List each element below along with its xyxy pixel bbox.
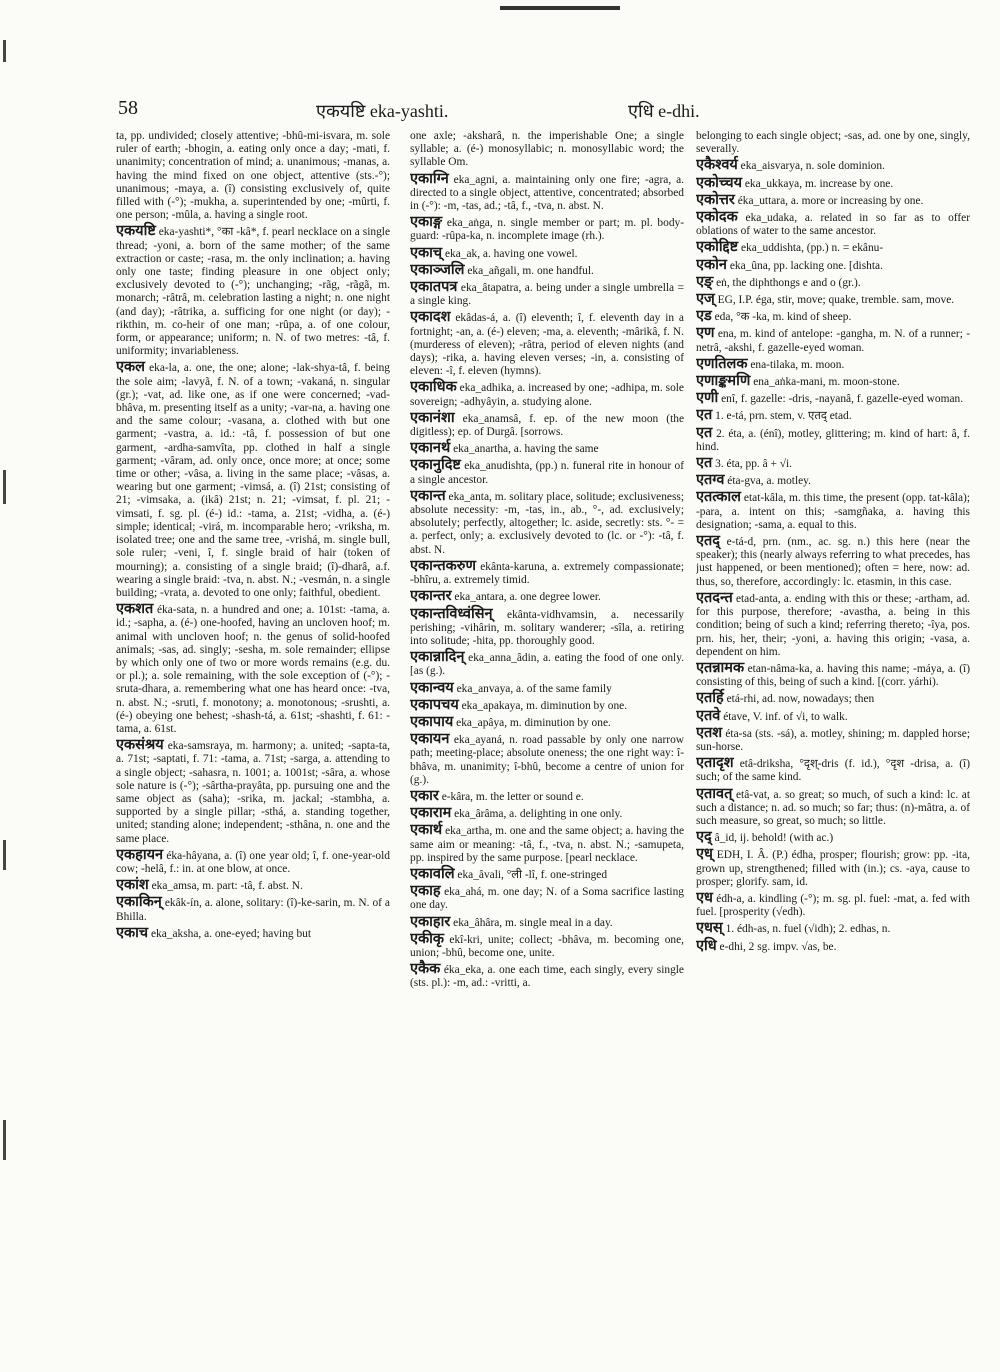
dictionary-entry — [696, 848, 970, 889]
entry-headword: एकादश — [410, 309, 451, 326]
dictionary-entry — [410, 865, 684, 882]
dictionary-entry — [410, 442, 684, 456]
entry-text: eka_aksha, a. one-eyed; having but — [148, 927, 312, 940]
dictionary-entry — [696, 659, 970, 689]
dictionary-entry — [410, 261, 684, 278]
dictionary-entry — [410, 605, 684, 649]
dictionary-entry — [696, 327, 970, 354]
entry-text: eka_udaka, a. related in so far as to offer oblations of water to the same ancestor. — [696, 212, 970, 238]
entry-text: eka_uddishta, (pp.) n. = ekânu- — [738, 242, 884, 255]
entry-headword: एकाच् — [410, 244, 443, 261]
dictionary-entry — [410, 487, 684, 557]
entry-text: ena, m. kind of antelope: -gangha, m. N. of a runner; -netrâ, -akshi, f. gazelle-eyed woman. — [696, 328, 970, 354]
entry-text: etad-anta, a. ending with this or these; -artham, ad. for this purpose, therefore; -avastha, a. being in this condition; being of such a kind; referring thereto; -îya, pos. prn. his, her, their; -yoni, a. having this origin; -vasa, a. dependent on him. — [696, 592, 970, 658]
entry-headword: एकान्तविध्वंसिन् — [410, 605, 493, 622]
entry-headword: एध् — [696, 846, 713, 863]
entry-text: e-dhi, 2 sg. impv. √as, be. — [716, 940, 837, 953]
dictionary-entry — [116, 225, 390, 358]
dictionary-entry — [696, 589, 970, 659]
entry-text: e-kâra, m. the letter or sound e. — [438, 790, 584, 803]
entry-text: éka_eka, a. one each time, each singly, every single (sts. pl.): -m, ad.: -vritti, a. — [410, 964, 684, 990]
entry-headword: एत — [696, 424, 713, 441]
dictionary-entry — [696, 424, 970, 454]
entry-headword: एत — [696, 455, 713, 472]
entry-text: EG, I.P. éga, stir, move; quake, tremble. sam, move. — [714, 294, 955, 307]
binding-marks — [0, 0, 14, 1372]
entry-text: eka_âvali, °ली -lî, f. one-stringed — [454, 868, 608, 881]
entry-headword: एकान्नादिन् — [410, 649, 465, 666]
dictionary-entry — [696, 457, 970, 471]
entry-text: ekânta-karuna, a. extremely compassionate; -bhîru, a. extremely timid. — [410, 560, 684, 587]
dictionary-entry — [696, 707, 970, 724]
dictionary-entry — [696, 375, 970, 389]
entry-headword: एकातपत्र — [410, 279, 458, 296]
entry-text: ekâdas-á, a. (î) eleventh; î, f. eleventh day in a fortnight; -an, a. (é-) eleven; -ma, a. eleventh; -mârikâ, f. N. (murderess of eleven); -râtra, period of eleven nights (and days); -rika, a. having eleven verses; -in, a. consisting of eleven: -î, f. eleven (hymns). — [410, 312, 684, 378]
entry-headword: एकाहार — [410, 913, 451, 930]
entry-text: éka-hâyana, a. (î) one year old; î, f. one-year-old cow; -helâ, f.: in. at one blow, at once. — [116, 849, 390, 875]
entry-headword: एतर्हि — [696, 690, 724, 707]
entry-text: ena-tilaka, m. moon. — [747, 358, 845, 371]
dictionary-entry — [410, 885, 684, 912]
entry-headword: एतत्काल — [696, 489, 741, 506]
entry-text: eka_ûna, pp. lacking one. [dishta. — [726, 259, 883, 272]
entry-text: â_id, ij. behold! (with ac.) — [711, 832, 834, 845]
dictionary-entry — [696, 491, 970, 532]
dictionary-entry — [696, 535, 970, 589]
dictionary-entry — [696, 692, 970, 706]
entry-headword: एकायन — [410, 731, 450, 748]
dictionary-entry — [410, 651, 684, 678]
entry-text: éta-gva, a. motley. — [724, 475, 811, 488]
entry-text: etâ-driksha, °दृश्-dris (f. id.), °दृश -drisa, a. (î) such; of the same kind. — [696, 758, 970, 784]
entry-headword: एकोन — [696, 256, 727, 273]
entry-headword: एधि — [696, 937, 717, 954]
entry-headword: एतादृश — [696, 755, 734, 772]
entry-headword: एकल — [116, 359, 145, 376]
column-3 — [696, 130, 970, 1350]
entry-headword: एकसंश्रय — [116, 737, 164, 754]
entry-headword: एकाग्नि — [410, 170, 449, 187]
entry-headword: एतन्नामक — [696, 659, 745, 676]
dictionary-entry — [696, 293, 970, 307]
dictionary-entry — [696, 831, 970, 845]
entry-headword: एकानर्थ — [410, 440, 451, 457]
entry-text: eṅ, the diphthongs e and o (gr.). — [713, 276, 861, 289]
column-1 — [116, 130, 390, 1350]
entry-headword: एकाधिक — [410, 379, 457, 396]
dictionary-entry — [696, 191, 970, 208]
dictionary-entry — [696, 241, 970, 255]
entry-text: etan-nâma-ka, a. having this name; -máya, a. (î) consisting of this, being of such a kind. [(corr. yárhi). — [696, 662, 970, 689]
dictionary-entry — [410, 824, 684, 865]
entry-headword: एकाच — [116, 924, 149, 941]
entry-headword: एकोच्चय — [696, 174, 742, 191]
entry-headword: एकापाय — [410, 713, 454, 730]
entry-headword: एणाङ्कमणि — [696, 373, 751, 390]
entry-text: eka_âtapatra, a. being under a single umbrella = a single king. — [410, 282, 684, 308]
dictionary-entry — [410, 713, 684, 730]
dictionary-entry — [116, 603, 390, 736]
entry-text: eka_añgali, m. one handful. — [464, 264, 594, 277]
entry-text: EDH, I. Â. (P.) édha, prosper; flourish; grow: pp. -ita, grown up, strengthened; filled with (in.); cs. -aya, cause to prosper; glorify. sam, id. — [696, 849, 970, 888]
dictionary-entry — [410, 170, 684, 214]
dictionary-entry — [696, 889, 970, 919]
dictionary-entry — [410, 311, 684, 378]
entry-headword: एण — [696, 325, 715, 342]
entry-text: eka_ukkaya, m. increase by one. — [742, 177, 894, 190]
entry-text: eka_ak, a. having one vowel. — [442, 247, 578, 260]
entry-headword: एज् — [696, 291, 715, 308]
entry-text: enî, f. gazelle: -dris, -nayanâ, f. gazelle-eyed woman. — [718, 393, 964, 406]
dictionary-entry — [116, 924, 390, 941]
entry-headword: एकान्तर — [410, 588, 452, 605]
entry-headword: एकांश — [116, 877, 149, 894]
entry-headword: एकार — [410, 787, 439, 804]
entry-text: 1. édh-as, n. fuel (√idh); 2. edhas, n. — [722, 923, 891, 936]
entry-text: étave, V. inf. of √i, to walk. — [720, 710, 848, 723]
entry-text: eka_apâya, m. diminution by one. — [453, 716, 611, 729]
entry-headword: एकोद्दिष्ट — [696, 239, 739, 256]
dictionary-entry — [410, 409, 684, 439]
entry-headword: एणतिलक — [696, 355, 748, 372]
entry-text: eka_anartha, a. having the same — [450, 443, 599, 456]
entry-text: etâ-vat, a. so great; so much, of such a kind: lc. at such a distance; n. ad. so much; so far; thus: (n)-mâtra, a. of such measure, so great, so much; so little. — [696, 788, 970, 827]
entry-text: etat-kâla, m. this time, the present (opp. tat-kâla); -para, a. intent on this; -samgñaka, a. having this designation; -sama, a. equal to this. — [696, 492, 970, 531]
entry-text: eka-yashti*, °का -kâ*, f. pearl necklace on a single thread; -yoni, a. born of the same mother; of the same extraction or caste; -rasa, m. the only inclination; a. having only one taste; finding pleasure in one object only; exclusively devoted to (-°); unchanging; -rãg, -rãgã, m. monarch; -râtrâ, m. celebration lasting a night; n. one night (and day); -râtrika, a. sufficing for one night (or day); -rikthin, m. co-heir of one man; -rûpa, a. of one colour, form, or appearance; uniform; n. N. of two metres: -tâ, f. uniformity; invariableness. — [116, 226, 390, 358]
dictionary-entry — [410, 807, 684, 821]
entry-headword: एकार्थ — [410, 822, 443, 839]
entry-headword: एकयष्टि — [116, 223, 156, 240]
dictionary-entry — [410, 733, 684, 787]
entry-text: eka_ahá, m. one day; N. of a Soma sacrifice lasting one day. — [410, 886, 684, 912]
dictionary-entry — [696, 174, 970, 191]
dictionary-entry — [696, 724, 970, 754]
entry-headword: एणी — [696, 390, 719, 407]
dictionary-entry — [696, 256, 970, 273]
entry-text: eka_ârâma, a. delighting in one only. — [451, 808, 623, 821]
entry-headword: एतदन्त — [696, 589, 733, 606]
dictionary-entry — [116, 896, 390, 923]
dictionary-entry — [696, 757, 970, 784]
entry-headword: एकानंशा — [410, 409, 455, 426]
dictionary-entry — [410, 696, 684, 713]
dictionary-entry — [410, 244, 684, 261]
entry-headword: एध — [696, 889, 713, 906]
entry-headword: एकशत — [116, 601, 154, 618]
entry-text: eka-samsraya, m. harmony; a. united; -sapta-ta, a. 71st; -saptati, f. 71: -tama, a. 71st; -sarga, a. attending to a single object; -sahasra, n. 1001; a. 1001st; -sâra, a. whose sole nature is (-°); -sârtha-prayâta, pp. pursuing one and the same object as (saha); -srika, m. jackal; -stambha, a. supported by a single pillar; -sthá, a. standing together, united; standing alone; independent; -sthâna, n. one and the same place. — [116, 740, 390, 845]
entry-text: eka_amsa, m. part: -tâ, f. abst. N. — [148, 880, 303, 893]
entry-text: eka_antara, a. one degree lower. — [451, 591, 601, 604]
entry-text: eka_aisvarya, n. sole dominion. — [737, 160, 885, 173]
column-2 — [410, 130, 684, 1350]
dictionary-entry — [410, 590, 684, 604]
entry-text: etá-rhi, ad. now, nowadays; then — [723, 693, 875, 706]
dictionary-entry — [410, 216, 684, 243]
dictionary-entry — [696, 310, 970, 324]
entry-text: éta-sa (sts. -sá), a. motley, shining; m. dappled horse; sun-horse. — [696, 727, 970, 753]
dictionary-entry — [410, 913, 684, 930]
entry-headword: एकापचय — [410, 696, 459, 713]
dictionary-entry — [116, 361, 390, 600]
dictionary-entry — [410, 787, 684, 804]
entry-text: éka_uttara, a. more or increasing by one. — [734, 194, 924, 207]
entry-headword: एकाञ्जलि — [410, 261, 465, 278]
entry-headword: एतद् — [696, 533, 720, 550]
entry-text: eka_artha, m. one and the same object; a. having the same aim or meaning: -tâ, f., -tva, n. abst. N.; -samupeta, pp. inspired by the same purpose. [pearl necklace. — [410, 825, 684, 864]
entry-headword: एकान्त — [410, 487, 446, 504]
dictionary-entry — [696, 159, 970, 173]
entry-text: ekâk-ín, a. alone, solitary: (î)-ke-sarin, m. N. of a Bhilla. — [116, 897, 390, 923]
entry-text: eka_apakaya, m. diminution by one. — [458, 699, 628, 712]
dictionary-entry — [410, 557, 684, 587]
entry-text: eka_âhâra, m. single meal in a day. — [450, 916, 613, 929]
dictionary-entry — [696, 273, 970, 290]
entry-text: eka_agni, a. maintaining only one fire; -agra, a. directed to a single object, attentive, concentrated; absorbed in (-°): -m, -tas, ad.; -tâ, f., -tva, n. abst. N. — [410, 173, 684, 213]
right-guide-word: एधि e-dhi. — [628, 101, 700, 121]
entry-headword: एधस् — [696, 920, 723, 937]
entry-headword: एकावलि — [410, 865, 455, 882]
entry-headword: एकाह — [410, 883, 441, 900]
entry-headword: एत — [696, 407, 713, 424]
entry-text: eka_anamsâ, f. ep. of the new moon (the digitless); ep. of Durgâ. [sorrows. — [410, 412, 684, 439]
entry-text: eka_anta, m. solitary place, solitude; exclusiveness; absolute necessity: -m, -tas, in., ab., °-, ad. exclusively; absolutely; perfectly, altogether; lc. aside, secretly: sts. °- = a. perfect, only; a. exclusively devoted to (lc. or -°): -tâ, f. abst. N. — [410, 490, 684, 556]
dictionary-entry — [116, 739, 390, 846]
entry-headword: एतावत् — [696, 785, 733, 802]
entry-headword: एड — [696, 308, 712, 325]
entry-headword: एतश — [696, 724, 723, 741]
entry-headword: एकोदक — [696, 209, 738, 226]
dictionary-entry — [116, 130, 390, 222]
entry-text: ta, pp. undivided; closely attentive; -bhû-mi-isvara, m. sole ruler of earth; -bhogin, a. eating only once a day; -mati, f. unanimity; concentration of mind; a. unanimous; -manas, a. having the mind fixed on one object, attentive (sts.-°); unanimous; -maya, a. (î) consisting exclusively of, quite filled with (-°); -mukha, a. superintended by one; -mûrti, f. one person; -mûla, a. having a single root. — [116, 130, 390, 222]
entry-text: eka_ayaná, n. road passable by only one narrow path; meeting-place; absolute oneness; the one right way: î-bhâva, m. unanimity; î-bhû, become a centre of union for (g.). — [410, 734, 684, 786]
entry-text: ena_aṅka-mani, m. moon-stone. — [750, 376, 900, 389]
entry-headword: एतग्व — [696, 472, 725, 489]
dictionary-entry — [696, 937, 970, 954]
dictionary-entry — [116, 846, 390, 876]
entry-text: eka_adhika, a. increased by one; -adhipa, m. sole sovereign; -adhyâyin, a. studying alone. — [410, 382, 684, 408]
left-guide-word: एकयष्टि eka-yashti. — [316, 101, 449, 121]
entry-headword: एद् — [696, 829, 712, 846]
dictionary-entry — [696, 130, 970, 156]
entry-text: eka-la, a. one, the one; alone; -lak-shya-tâ, f. being the sole aim; -lavyã, f. N. of a town; -vakaná, n. singular (gr.); -vat, ad. like one, as if one were concerned; -vad-bhâva, m. presenting itself as a unity; -var-na, a. having one and the same colour; -vasana, a. clothed with but one garment; -vastra, a. id.: -tâ, f. possession of but one garment, -ardha-samvîta, pp. clothed in half a single garment; -vâram, ad. only once, once more; at once; some time or other; -vâsa, a. living in the same place; -vâsas, a. wearing but one garment; -vimsá, a. (î) 21st; consisting of 21; -vimsaka, a. (ikâ) 21st; n. 21; -vimsat, f. pl. 21; -vimsati, f. sg. pl. (é-) id.: -tama, a. 21st; -vidha, a. (é-) simple; identical; -virá, m. incomparable hero; -vriksha, m. isolated tree; one and the same tree, -vrishá, m. single bull, sole ruler; -veni, î, f. single braid of hair (token of mourning); a. consisting of a single braid; (î)-dharâ, a.f. wearing a single braid: -tva, n. abst. N.; -vesmán, n. a single building; -vrata, a. devoted to one only; faithful, obedient. — [116, 362, 390, 599]
entry-text: eka_aṅga, n. single member or part; m. pl. body-guard: -rûpa-ka, n. incomplete image (rh.). — [410, 217, 684, 243]
dictionary-entry — [696, 409, 970, 423]
dictionary-entry — [410, 459, 684, 486]
entry-text: one axle; -aksharâ, n. the imperishable One; a single syllable; a. (é-) monosyllabic; n. monosyllabic word; the syllable Om. — [410, 130, 684, 169]
dictionary-entry — [696, 392, 970, 406]
dictionary-entry — [696, 211, 970, 238]
dictionary-entry — [696, 785, 970, 829]
entry-headword: एकाराम — [410, 805, 452, 822]
entry-text: 2. éta, a. (énî), motley, glittering; m. kind of hart: â, f. hind. — [696, 427, 970, 453]
entry-text: eda, °क -ka, m. kind of sheep. — [711, 311, 852, 324]
entry-text: eka_anvaya, a. of the same family — [453, 682, 612, 695]
entry-headword: एकानुदिष्ट — [410, 457, 461, 474]
dictionary-entry — [410, 963, 684, 990]
entry-headword: एकान्तकरुण — [410, 557, 476, 574]
entry-text: eka_anudishta, (pp.) n. funeral rite in honour of a single ancestor. — [410, 460, 684, 486]
entry-headword: एकीकृ — [410, 930, 445, 947]
entry-headword: एकाकिन् — [116, 894, 162, 911]
entry-headword: एङ् — [696, 273, 714, 290]
top-edge-mark — [500, 6, 620, 10]
dictionary-entry — [410, 281, 684, 308]
entry-text: édh-a, a. kindling (-°); m. sg. pl. fuel: -mat, a. fed with fuel. [prosperity (√edh). — [696, 892, 970, 919]
dictionary-entry — [410, 130, 684, 170]
entry-text: e-tá-d, prn. (nm., ac. sg. n.) this here (near the speaker); this (nearly always referring to what precedes, has just happened, or been mentioned); often = here, now: ad. thus, so, therefore, accordingly: lc. etasmin, in this case. — [696, 536, 970, 588]
entry-headword: एकान्वय — [410, 679, 454, 696]
dictionary-entry — [696, 922, 970, 936]
dictionary-entry — [410, 381, 684, 408]
entry-text: ekânta-vidhvamsin, a. necessarily perishing; -vihârin, m. solitary wanderer; -sîla, a. retiring into solitude; -hita, pp. thoroughly good. — [410, 608, 684, 647]
entry-text: ekî-kri, unite; collect; -bhâva, m. becoming one, union; -bhû, become one, unite. — [410, 933, 684, 959]
dictionary-entry — [410, 930, 684, 960]
entry-headword: एकाङ्ग — [410, 214, 443, 231]
entry-text: 1. e-tá, prn. stem, v. एतद् etad. — [712, 410, 852, 423]
dictionary-entry — [410, 679, 684, 696]
entry-headword: एकैक — [410, 961, 441, 978]
entry-text: belonging to each single object; -sas, ad. one by one, singly, severally. — [696, 130, 970, 156]
dictionary-entry — [696, 474, 970, 488]
entry-text: éka-sata, n. a hundred and one; a. 101st: -tama, a. id.; -sapha, a. (é-) one-hoofed, having an uncloven hoof; m. animal with uncloven hoof; n. the genus of solid-hoofed animals; -sas, ad. singly; -sesha, m. sole remainder; ellipse by which only one of two or more words remains (e.g. du. or pl.); a. sole remaining, with the sole exception of (-°); -sruta-dhara, a. remembering what one has heard once: -tva, n. abst. N.; -sruti, f. monotony; a. monotonous; -srushti, a. (é-) obeying one behest; -shash-tá, a. 61st; -shashti, f. 61: -tama, a. 61st. — [116, 604, 390, 735]
entry-headword: एतवे — [696, 707, 721, 724]
entry-headword: एकहायन — [116, 846, 164, 863]
entry-headword: एकैश्वर्य — [696, 157, 738, 174]
dictionary-entry — [696, 355, 970, 372]
entry-headword: एकोत्तर — [696, 191, 735, 208]
page-header — [118, 97, 958, 123]
entry-text: 3. éta, pp. â + √i. — [712, 458, 793, 471]
entry-text: eka_anna_âdin, a. eating the food of one only. [as (g.). — [410, 652, 684, 678]
dictionary-entry — [116, 879, 390, 893]
page-number: 58 — [118, 97, 138, 119]
